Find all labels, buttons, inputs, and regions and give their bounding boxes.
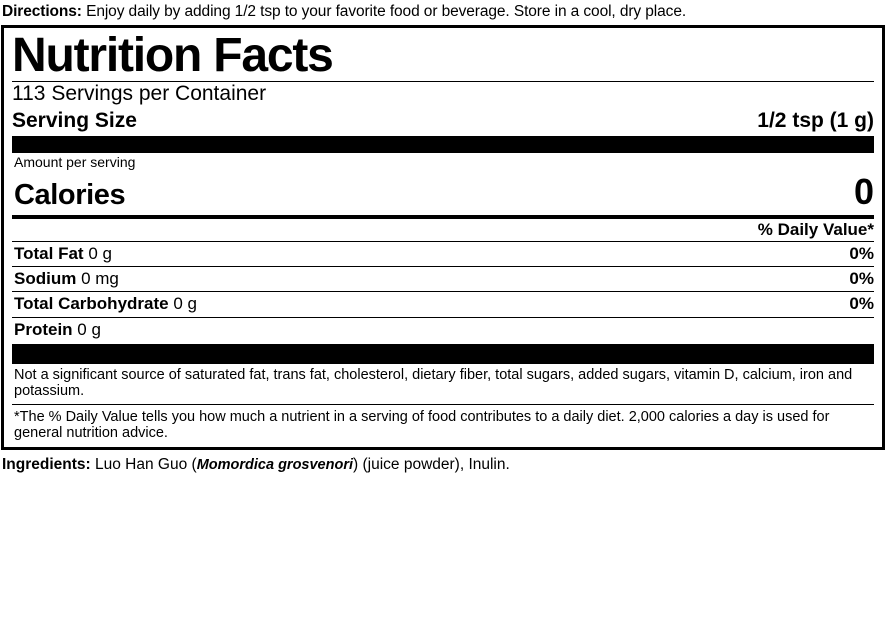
calories-value: 0 [853, 170, 874, 212]
ingredients-part1: Luo Han Guo ( [95, 456, 197, 474]
daily-value-header: % Daily Value* [757, 219, 874, 239]
nutrient-name: Protein [14, 319, 73, 339]
ingredients-latin-name: Momordica grosvenori [196, 457, 354, 474]
calories-row [12, 171, 874, 215]
nutrient-name: Total Carbohydrate [14, 294, 169, 314]
nutrient-row [12, 242, 874, 266]
calories-label: Calories [14, 178, 126, 211]
nutrient-name: Sodium [14, 268, 77, 288]
nutrient-row [12, 267, 874, 291]
serving-size-value: 1/2 tsp (1 g) [757, 109, 874, 133]
serving-size-label: Serving Size [12, 109, 137, 133]
nutrient-amount: 0 g [173, 294, 197, 314]
serving-size-row [12, 108, 874, 135]
ingredients-label: Ingredients: [2, 456, 91, 474]
servings-per-container: 113 Servings per Container [12, 82, 267, 106]
daily-value-footnote: *The % Daily Value tells you how much a nutrient in a serving of food contributes to a daily diet. 2,000 calories a day is used for general nutrition advice. [14, 408, 830, 441]
ingredients-part2: ) (juice powder), Inulin. [353, 456, 510, 474]
divider-heavy-band [12, 136, 874, 153]
nutrient-amount: 0 g [77, 319, 101, 339]
divider-heavy-band-bottom [12, 344, 874, 364]
nutrient-percent: 0% [849, 294, 874, 314]
nutrition-facts-title: Nutrition Facts [12, 29, 333, 83]
directions-line [0, 0, 886, 25]
directions-text: Enjoy daily by adding 1/2 tsp to your favorite food or beverage. Store in a cool, dry place. [86, 3, 687, 20]
nutrient-row [12, 318, 874, 342]
nutrient-row [12, 292, 874, 316]
nutrient-percent: 0% [849, 243, 874, 263]
amount-per-serving-label: Amount per serving [14, 154, 136, 171]
nutrient-amount: 0 mg [81, 268, 119, 288]
directions-label: Directions: [2, 3, 82, 20]
nutrient-amount: 0 g [88, 243, 112, 263]
nutrient-percent: 0% [849, 268, 874, 288]
not-significant-source-text: Not a significant source of saturated fat, trans fat, cholesterol, dietary fiber, total sugars, added sugars, vitamin D, calcium, iron and potassium. [14, 367, 853, 400]
nutrition-facts-panel [1, 25, 885, 450]
nutrient-name: Total Fat [14, 243, 84, 263]
ingredients-line [0, 450, 886, 476]
